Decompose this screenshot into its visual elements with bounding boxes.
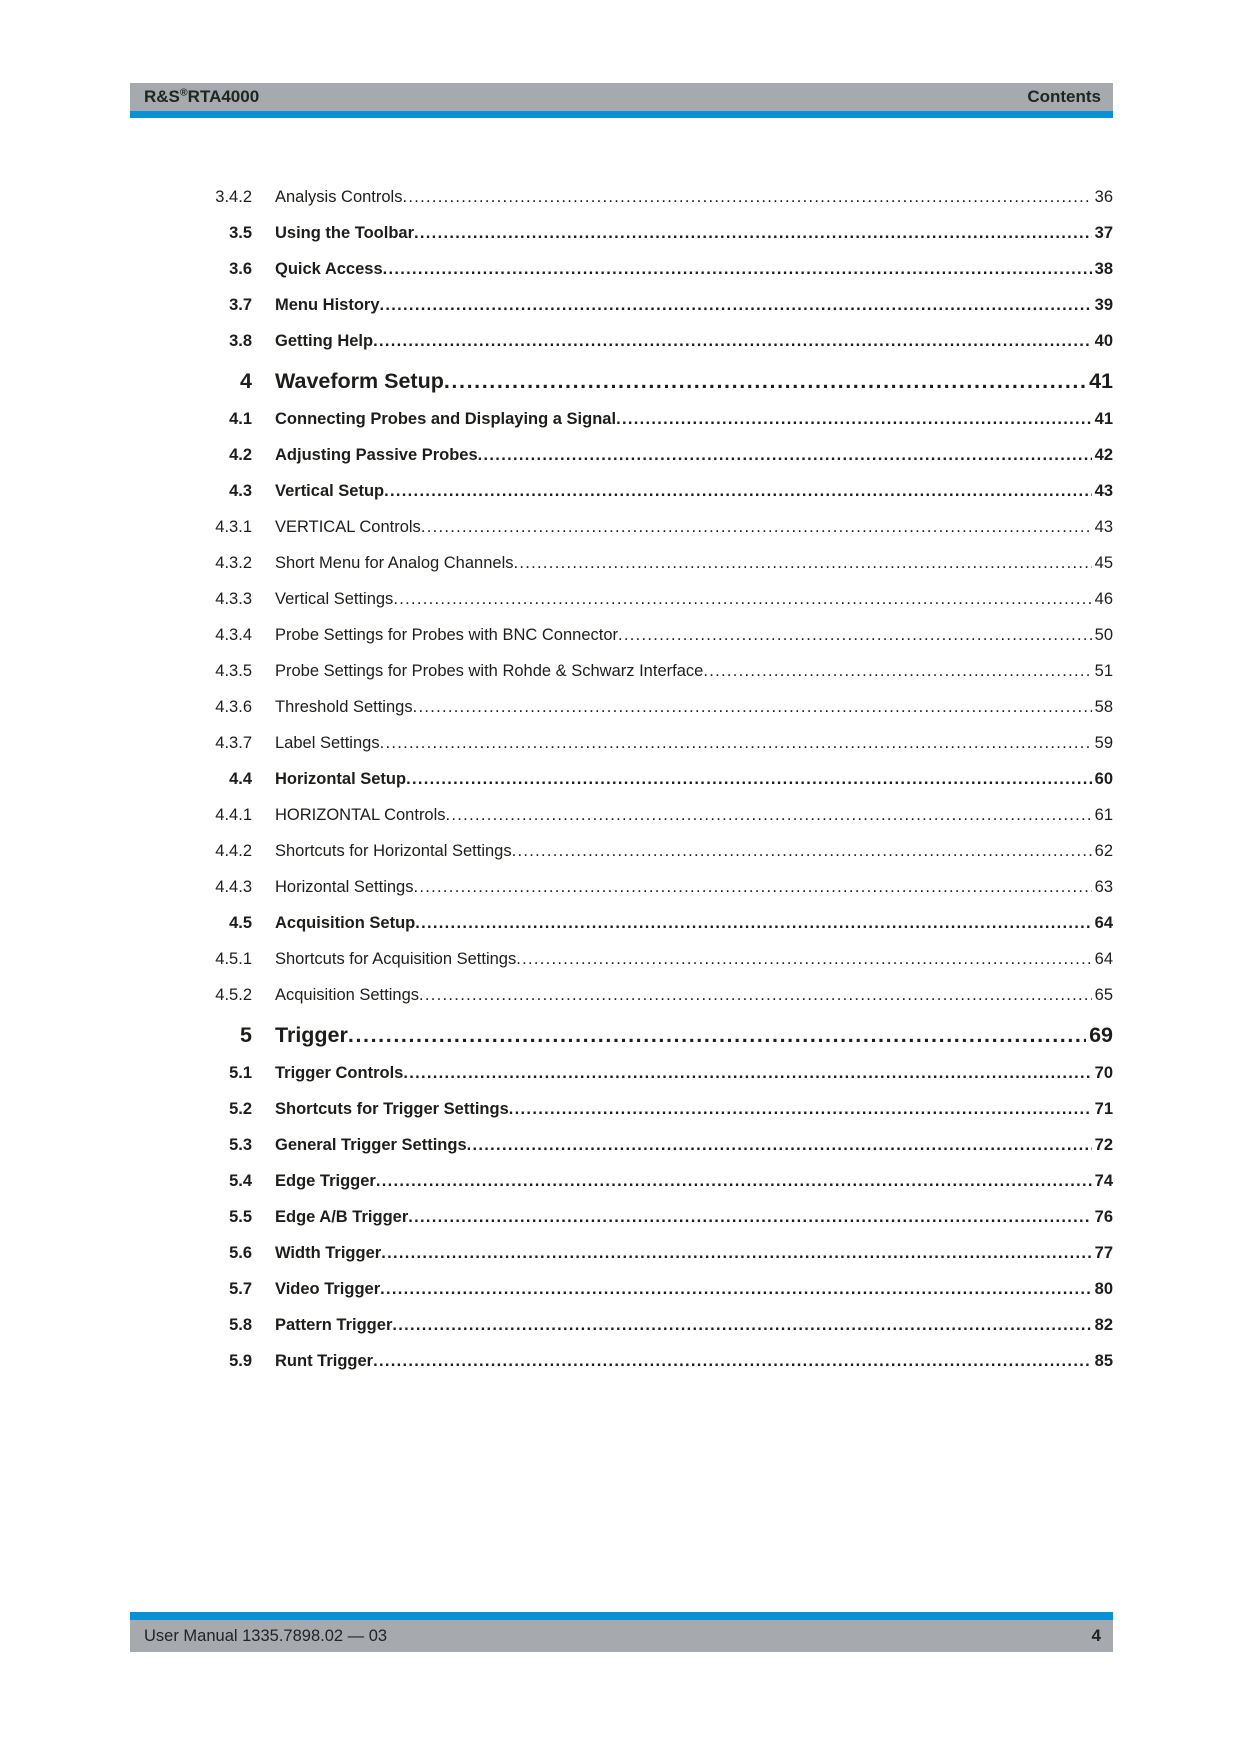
toc-entry-number: 5 xyxy=(240,1023,252,1047)
dot-leader xyxy=(467,1134,1092,1157)
toc-entry-number: 5.7 xyxy=(229,1280,252,1298)
toc-entry-page: 60 xyxy=(1094,770,1113,788)
table-of-contents xyxy=(130,186,1113,1386)
toc-entry-number: 3.6 xyxy=(229,260,252,278)
toc-entry-page: 74 xyxy=(1094,1172,1113,1190)
footer-page-number: 4 xyxy=(1091,1626,1101,1645)
dot-leader xyxy=(414,876,1092,899)
toc-entry-number: 4.4.1 xyxy=(215,806,252,824)
footer-bar xyxy=(130,1620,1113,1652)
toc-entry[interactable] xyxy=(130,732,1113,755)
toc-entry-title: Threshold Settings xyxy=(275,698,413,716)
toc-entry-title: Analysis Controls xyxy=(275,188,403,206)
dot-leader xyxy=(512,840,1092,863)
toc-entry[interactable] xyxy=(130,768,1113,791)
toc-entry[interactable] xyxy=(130,1278,1113,1301)
dot-leader xyxy=(415,912,1091,935)
toc-entry[interactable] xyxy=(130,444,1113,467)
dot-leader xyxy=(392,1314,1091,1337)
toc-entry-number: 4.3.1 xyxy=(215,518,252,536)
toc-entry[interactable] xyxy=(130,1242,1113,1265)
toc-entry-title: Using the Toolbar xyxy=(275,224,415,242)
toc-entry-page: 50 xyxy=(1094,626,1113,644)
toc-entry-page: 43 xyxy=(1094,482,1113,500)
toc-entry-number: 4.5 xyxy=(229,914,252,932)
toc-entry-page: 64 xyxy=(1094,950,1113,968)
toc-entry-title: Shortcuts for Horizontal Settings xyxy=(275,842,512,860)
toc-entry-title: Trigger Controls xyxy=(275,1064,404,1082)
toc-entry[interactable] xyxy=(130,222,1113,245)
page-header xyxy=(130,83,1113,118)
toc-entry-title: Probe Settings for Probes with BNC Connector xyxy=(275,626,618,644)
toc-entry-title: Acquisition Setup xyxy=(275,914,416,932)
toc-entry-title: Pattern Trigger xyxy=(275,1316,393,1334)
dot-leader xyxy=(393,588,1091,611)
header-accent-line xyxy=(130,111,1113,118)
toc-entry-page: 36 xyxy=(1094,188,1113,206)
dot-leader xyxy=(402,186,1091,209)
toc-entry-title: Waveform Setup xyxy=(275,369,444,393)
dot-leader xyxy=(376,1170,1092,1193)
toc-entry-number: 3.5 xyxy=(229,224,252,242)
toc-entry[interactable] xyxy=(130,1134,1113,1157)
toc-entry-number: 3.4.2 xyxy=(215,188,252,206)
toc-entry-title: Menu History xyxy=(275,296,380,314)
toc-entry[interactable] xyxy=(130,1020,1113,1050)
toc-entry-number: 5.6 xyxy=(229,1244,252,1262)
toc-entry-number: 4.5.1 xyxy=(215,950,252,968)
toc-entry-title: Edge A/B Trigger xyxy=(275,1208,409,1226)
toc-entry-page: 72 xyxy=(1094,1136,1113,1154)
toc-entry-number: 3.8 xyxy=(229,332,252,350)
toc-entry-number: 4 xyxy=(240,369,252,393)
page-footer xyxy=(130,1612,1113,1652)
toc-entry[interactable] xyxy=(130,408,1113,431)
toc-entry-number: 4.3.2 xyxy=(215,554,252,572)
toc-entry-number: 4.3.7 xyxy=(215,734,252,752)
header-section-label: Contents xyxy=(1027,87,1101,106)
toc-entry-page: 76 xyxy=(1094,1208,1113,1226)
toc-entry[interactable] xyxy=(130,1062,1113,1085)
toc-entry-title: HORIZONTAL Controls xyxy=(275,806,446,824)
toc-entry[interactable] xyxy=(130,660,1113,683)
toc-entry-number: 5.9 xyxy=(229,1352,252,1370)
dot-leader xyxy=(444,366,1086,396)
dot-leader xyxy=(348,1020,1086,1050)
toc-entry-number: 5.5 xyxy=(229,1208,252,1226)
toc-entry-title: Runt Trigger xyxy=(275,1352,374,1370)
toc-entry[interactable] xyxy=(130,1170,1113,1193)
toc-entry-page: 42 xyxy=(1094,446,1113,464)
dot-leader xyxy=(380,294,1092,317)
header-brand xyxy=(144,87,259,107)
toc-entry-title: Shortcuts for Acquisition Settings xyxy=(275,950,517,968)
dot-leader xyxy=(373,330,1092,353)
toc-entry-title: Vertical Setup xyxy=(275,482,385,500)
toc-entry-page: 41 xyxy=(1094,410,1113,428)
dot-leader xyxy=(516,948,1091,971)
toc-entry-page: 65 xyxy=(1094,986,1113,1004)
dot-leader xyxy=(616,408,1092,431)
toc-entry[interactable] xyxy=(130,840,1113,863)
toc-entry-number: 4.3.5 xyxy=(215,662,252,680)
dot-leader xyxy=(408,1206,1091,1229)
toc-entry-title: General Trigger Settings xyxy=(275,1136,467,1154)
toc-entry-title: Getting Help xyxy=(275,332,374,350)
header-brand-prefix: R&S xyxy=(144,87,180,106)
toc-entry-number: 4.3.6 xyxy=(215,698,252,716)
registered-trademark-icon: ® xyxy=(179,86,188,99)
dot-leader xyxy=(514,552,1092,575)
toc-entry-page: 58 xyxy=(1094,698,1113,716)
toc-entry-page: 61 xyxy=(1094,806,1113,824)
toc-entry-title: Video Trigger xyxy=(275,1280,381,1298)
dot-leader xyxy=(413,696,1092,719)
toc-entry-page: 64 xyxy=(1094,914,1113,932)
toc-entry[interactable] xyxy=(130,876,1113,899)
toc-entry-page: 45 xyxy=(1094,554,1113,572)
toc-entry-number: 4.3.4 xyxy=(215,626,252,644)
toc-entry-number: 5.4 xyxy=(229,1172,252,1190)
dot-leader xyxy=(618,624,1092,647)
toc-entry-page: 59 xyxy=(1094,734,1113,752)
toc-entry[interactable] xyxy=(130,1350,1113,1373)
toc-entry[interactable] xyxy=(130,1314,1113,1337)
toc-entry-page: 77 xyxy=(1094,1244,1113,1262)
dot-leader xyxy=(406,768,1092,791)
dot-leader xyxy=(509,1098,1092,1121)
toc-entry-page: 51 xyxy=(1094,662,1113,680)
toc-entry-title: VERTICAL Controls xyxy=(275,518,421,536)
toc-entry-title: Shortcuts for Trigger Settings xyxy=(275,1100,509,1118)
toc-entry[interactable] xyxy=(130,696,1113,719)
toc-entry-number: 4.4.2 xyxy=(215,842,252,860)
toc-entry[interactable] xyxy=(130,588,1113,611)
toc-entry[interactable] xyxy=(130,294,1113,317)
toc-entry[interactable] xyxy=(130,624,1113,647)
toc-entry[interactable] xyxy=(130,912,1113,935)
toc-entry-number: 5.2 xyxy=(229,1100,252,1118)
toc-entry-title: Quick Access xyxy=(275,260,383,278)
toc-entry[interactable] xyxy=(130,186,1113,209)
toc-entry-title: Vertical Settings xyxy=(275,590,394,608)
toc-entry[interactable] xyxy=(130,984,1113,1007)
toc-entry-page: 85 xyxy=(1094,1352,1113,1370)
dot-leader xyxy=(446,804,1092,827)
toc-entry-title: Short Menu for Analog Channels xyxy=(275,554,514,572)
toc-entry-title: Trigger xyxy=(275,1023,348,1047)
toc-entry-title: Probe Settings for Probes with Rohde & Schwarz Interface xyxy=(275,662,704,680)
toc-entry[interactable] xyxy=(130,1098,1113,1121)
toc-entry-number: 4.1 xyxy=(229,410,252,428)
toc-entry-page: 71 xyxy=(1094,1100,1113,1118)
dot-leader xyxy=(380,732,1092,755)
dot-leader xyxy=(403,1062,1091,1085)
toc-entry-page: 80 xyxy=(1094,1280,1113,1298)
toc-entry-page: 69 xyxy=(1089,1023,1113,1047)
toc-entry-number: 4.4.3 xyxy=(215,878,252,896)
toc-entry-title: Edge Trigger xyxy=(275,1172,376,1190)
dot-leader xyxy=(421,516,1092,539)
dot-leader xyxy=(478,444,1092,467)
toc-entry-title: Horizontal Settings xyxy=(275,878,414,896)
toc-entry-number: 5.3 xyxy=(229,1136,252,1154)
toc-entry-title: Acquisition Settings xyxy=(275,986,419,1004)
toc-entry-page: 43 xyxy=(1094,518,1113,536)
toc-entry[interactable] xyxy=(130,552,1113,575)
toc-entry-title: Horizontal Setup xyxy=(275,770,407,788)
toc-entry[interactable] xyxy=(130,948,1113,971)
toc-entry-title: Label Settings xyxy=(275,734,380,752)
toc-entry-page: 41 xyxy=(1089,369,1113,393)
toc-entry[interactable] xyxy=(130,480,1113,503)
dot-leader xyxy=(383,258,1092,281)
toc-entry-number: 5.8 xyxy=(229,1316,252,1334)
footer-manual-id: User Manual 1335.7898.02 — 03 xyxy=(144,1626,388,1645)
toc-entry-page: 37 xyxy=(1094,224,1113,242)
dot-leader xyxy=(703,660,1091,683)
toc-entry-page: 46 xyxy=(1094,590,1113,608)
header-bar xyxy=(130,83,1113,111)
toc-entry-page: 82 xyxy=(1094,1316,1113,1334)
toc-entry[interactable] xyxy=(130,330,1113,353)
dot-leader xyxy=(381,1242,1091,1265)
toc-entry[interactable] xyxy=(130,366,1113,396)
toc-entry-page: 38 xyxy=(1094,260,1113,278)
toc-entry[interactable] xyxy=(130,258,1113,281)
header-brand-model: RTA4000 xyxy=(187,87,260,106)
toc-entry-page: 40 xyxy=(1094,332,1113,350)
toc-entry[interactable] xyxy=(130,804,1113,827)
toc-entry[interactable] xyxy=(130,516,1113,539)
toc-entry-page: 62 xyxy=(1094,842,1113,860)
toc-entry-number: 4.5.2 xyxy=(215,986,252,1004)
dot-leader xyxy=(414,222,1092,245)
toc-entry-number: 5.1 xyxy=(229,1064,252,1082)
dot-leader xyxy=(380,1278,1092,1301)
toc-entry-number: 3.7 xyxy=(229,296,252,314)
toc-entry-title: Width Trigger xyxy=(275,1244,382,1262)
toc-entry-page: 39 xyxy=(1094,296,1113,314)
toc-entry-number: 4.4 xyxy=(229,770,252,788)
toc-entry-title: Connecting Probes and Displaying a Signal xyxy=(275,410,617,428)
toc-entry[interactable] xyxy=(130,1206,1113,1229)
toc-entry-page: 70 xyxy=(1094,1064,1113,1082)
toc-entry-number: 4.2 xyxy=(229,446,252,464)
dot-leader xyxy=(384,480,1092,503)
toc-entry-page: 63 xyxy=(1094,878,1113,896)
dot-leader xyxy=(373,1350,1092,1373)
footer-accent-line xyxy=(130,1612,1113,1620)
toc-entry-number: 4.3.3 xyxy=(215,590,252,608)
dot-leader xyxy=(419,984,1092,1007)
toc-entry-title: Adjusting Passive Probes xyxy=(275,446,478,464)
toc-entry-number: 4.3 xyxy=(229,482,252,500)
